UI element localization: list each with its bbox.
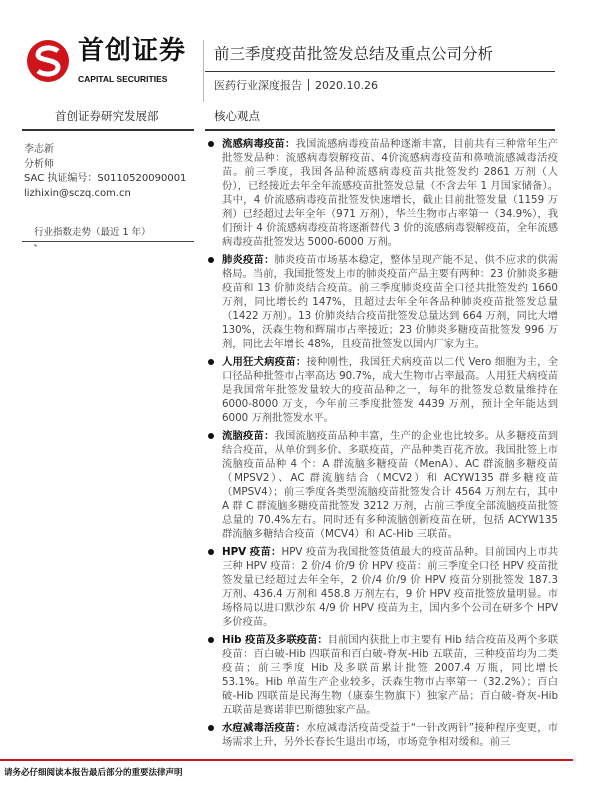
item-label: 流脑疫苗：	[222, 430, 275, 442]
item-label: 肺炎疫苗：	[222, 254, 275, 266]
item-label: HPV 疫苗：	[222, 546, 282, 558]
logo-s-icon	[26, 39, 70, 83]
report-title: 前三季度疫苗批签发总结及重点公司分析	[214, 45, 494, 63]
item-text: 接种刚性，我国狂犬病疫苗以二代 Vero 细胞为主，全口径品种批签市占率高达 90.7%，成大生物市占率最高。人用狂犬病疫苗是我国常年批签发量较大的疫苗品种之一，每年的批签发总数量维持在 6000-8000 万支，今年前三季度批签发 4439 万剂，预计全年能达到 6000 万剂批签发水平。	[222, 356, 558, 424]
item-text: HPV 疫苗为我国批签货值最大的疫苗品种。目前国内上市共三种 HPV 疫苗：2 价/4 价/9 价 HPV 疫苗：前三季度全口径 HPV 疫苗批签发量已经超过去年全年，2 价/4 价/9 价 HPV 疫苗分别批签发 187.3 万剂、436.4 万剂和 458.8 万剂左右，9 价 HPV 疫苗批签放量明显。市场格局以进口默沙东 4/9 价 HPV 疫苗为主，国内多个公司在研多个 HPV 多价疫苗。	[222, 546, 558, 628]
report-date: 2020.10.26	[315, 79, 378, 92]
bullet-icon	[208, 433, 214, 439]
item-text: 我国流感病毒疫苗品种逐渐丰富，目前共有三种常年生产批签发品种：流感病毒裂解疫苗、4价流感病毒疫苗和鼻喷流感减毒活疫苗。前三季度，我国各品种流感病毒疫苗共批签发约 2861 万剂（人份），已经接近去年全年流感疫苗批签发总量（不含去年 1 月国家储备）。其中，4 价流感病毒疫苗批签发快速增长，截止目前批签发量（1159 万剂）已经超过去年全年（971 万剂），华兰生物市占率第一（34.9%），我们预计 4 价流感病毒疫苗将逐渐替代 3 价的流感病毒裂解疫苗，全年流感病毒疫苗批签发达 5000-6000 万剂。	[222, 138, 558, 248]
report-subtitle	[214, 78, 378, 93]
author-name: 李志新	[24, 144, 54, 155]
bullet-icon	[208, 637, 214, 643]
index-chart-mark	[34, 244, 37, 247]
report-type: 医药行业深度报告	[214, 79, 302, 92]
item-text: 我国流脑疫苗品种丰富，生产的企业也比较多。从多糖疫苗到结合疫苗，从单价到多价、多联疫苗，产品种类百花齐放。我国批签上市流脑疫苗品种 4 个：A 群流脑多糖疫苗（MenA）、AC 群流脑多糖疫苗（MPSV2）、AC 群流脑结合（MCV2）和 ACYW135 群多糖疫苗（MPSV4）；前三季度各类型流脑疫苗批签发合计 4564 万剂左右，其中 A 群 C 群流脑多糖疫苗批签发 3212 万剂，占前三季度全部流脑疫苗批签总量的 70.4%左右。同时还有多种流脑创新疫苗在研，包括 ACYW135 群流脑多糖结合疫苗（MCV4）和 AC-Hib 三联苗。	[222, 430, 559, 540]
author-info	[24, 143, 186, 201]
item-text: 肺炎疫苗市场基本稳定，整体呈现产能不足、供不应求的供需格局。当前，我国批签发上市的肺炎疫苗产品主要有两种：23 价肺炎多糖疫苗和 13 价肺炎结合疫苗。前三季度肺炎疫苗全口径共批签发约 1660 万剂，同比增长约 147%，且超过去年全年各品种肺炎疫苗批签发总量（1422 万剂）。13 价肺炎结合疫苗批签发总量达到 664 万剂，同比大增 130%，沃森生物和辉瑞市占率接近；23 价肺炎多糖疫苗批签发 996 万剂，同比去年增长 48%，且疫苗批签发以国内厂家为主。	[222, 254, 559, 350]
footer-rule	[0, 759, 573, 761]
logo-cn-text: 首创证券	[78, 36, 187, 66]
bullet-icon	[208, 141, 214, 147]
bullet-icon	[208, 725, 214, 731]
list-item-varicella	[208, 721, 558, 749]
item-text: 水痘减毒活疫苗受益于“一针改两针”接种程序变更，市场需求上升，另外长春长生退出市场，市场竞争相对缓和。前三	[222, 722, 558, 748]
list-item-flu	[208, 137, 558, 249]
core-view-heading: 核心观点	[214, 109, 260, 123]
core-view-list	[208, 137, 558, 753]
item-label: Hib 疫苗及多联疫苗：	[222, 634, 328, 646]
index-chart-rule	[22, 241, 194, 242]
index-chart-title: 行业指数走势（最近 1 年）	[34, 227, 151, 238]
department-heading: 首创证券研究发展部	[55, 109, 159, 123]
right-heading-rule	[205, 129, 555, 131]
item-label: 流感病毒疫苗：	[222, 138, 296, 150]
item-text: 目前国内获批上市主要有 Hib 结合疫苗及两个多联疫苗：百白破-Hib 四联苗和百白破-脊灰-Hib 五联苗，三种疫苗均为二类疫苗；前三季度 Hib 及多联苗累计批签 2007.4 万瓶，同比增长 53.1%。Hib 单苗生产企业较多，沃森生物市占率第一（32.2%）；百白破-Hib 四联苗是民海生物（康泰生物旗下）独家产品；百白破-脊灰-Hib 五联苗是赛诺菲巴斯德独家产品。	[222, 634, 558, 716]
list-item-pneumonia	[208, 253, 558, 351]
list-item-hpv	[208, 545, 558, 629]
title-underline	[205, 71, 555, 72]
left-heading-rule	[22, 129, 194, 131]
bullet-icon	[208, 549, 214, 555]
author-email[interactable]: lizhixin@sczq.com.cn	[24, 187, 131, 199]
bullet-icon	[208, 359, 214, 365]
logo-en-text: CAPITAL SECURITIES	[78, 74, 168, 84]
footer-disclaimer: 请务必仔细阅读本报告最后部分的重要法律声明	[4, 768, 183, 778]
list-item-rabies	[208, 355, 558, 425]
company-logo	[26, 36, 198, 88]
item-label: 水痘减毒活疫苗：	[222, 722, 306, 734]
header-divider	[203, 40, 204, 102]
list-item-meningitis	[208, 429, 558, 541]
list-item-hib	[208, 633, 558, 717]
bullet-icon	[208, 257, 214, 263]
author-role: 分析师	[24, 158, 54, 170]
author-sac: SAC 执证编号：S0110520090001	[24, 173, 187, 184]
item-label: 人用狂犬病疫苗：	[222, 356, 307, 368]
